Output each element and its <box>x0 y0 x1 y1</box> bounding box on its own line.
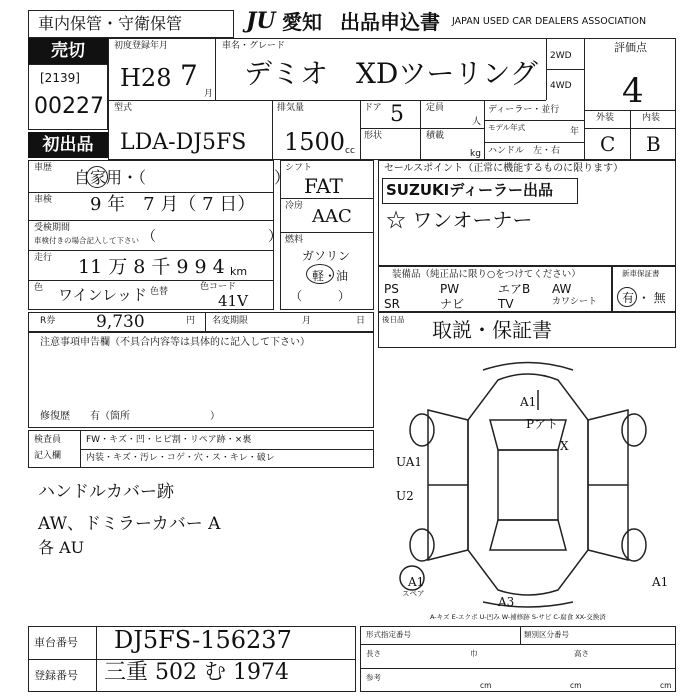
equipment-item: TV <box>498 297 514 311</box>
shape-label: 形状 <box>364 131 383 141</box>
plate-value: 三重 502 む 1974 <box>104 660 289 685</box>
model-year-unit: 年 <box>570 127 580 137</box>
model-value: LDA-DJ5FS <box>120 130 247 155</box>
diagram-mark-p-ato: Pアト <box>526 417 559 431</box>
handwritten-note-3: 各 AU <box>38 538 85 557</box>
cm-unit-2: cm <box>570 681 582 690</box>
accept-period-note: 車検付きの場合記入して下さい <box>34 236 139 245</box>
diagram-mark-u2: U2 <box>396 489 414 503</box>
car-rear-window <box>490 520 566 550</box>
diagram-mark-a1-top: A1 <box>520 395 537 409</box>
ju-logo: JU <box>246 8 276 34</box>
equipment-label: 装備品（純正品に限り○をつけてください） <box>392 269 581 280</box>
car-roof <box>498 450 558 520</box>
equipment-item: SR <box>384 297 400 311</box>
registration-month-unit: 月 <box>204 89 214 99</box>
diagram-mark-ua1: UA1 <box>396 455 423 469</box>
usage-circle <box>86 166 108 188</box>
ac-value: AAC <box>312 206 352 227</box>
recycle-label: R券 <box>40 316 56 326</box>
spare-label: スペア <box>402 589 425 598</box>
inspector-row-2: 内装・キズ・汚レ・コゲ・穴・ス・キレ・破レ <box>86 453 275 463</box>
equipment-item: PS <box>384 282 399 296</box>
mileage-label: 走行 <box>34 253 53 263</box>
org-name: 愛知 <box>282 10 322 34</box>
exterior-value: C <box>600 132 616 156</box>
inspection-value: 9 年 7 月（ 7 日） <box>90 194 256 215</box>
load-label: 積載 <box>426 131 445 141</box>
name-change-month: 月 <box>302 316 312 326</box>
form-title: 出品申込書 <box>340 10 440 34</box>
selling-point-highlight: SUZUKIディーラー出品 <box>386 181 554 199</box>
usage-label: 車歴 <box>34 163 53 173</box>
dealer-label: ディーラー・並行 <box>488 105 560 115</box>
color-code-label: 色コード <box>200 282 237 292</box>
color-value: ワインレッド <box>58 286 148 304</box>
drive-2wd: 2WD <box>550 51 572 61</box>
capacity-unit: 人 <box>472 117 482 127</box>
displacement-value: 1500 <box>284 128 346 156</box>
equipment-item: AW <box>552 282 572 296</box>
score-label: 評価点 <box>614 41 647 54</box>
cm-unit-3: cm <box>660 681 672 690</box>
handwritten-note-1: ハンドルカバー跡 <box>38 482 174 502</box>
plate-label: 登録番号 <box>34 669 78 682</box>
wheel-rear-left <box>410 529 434 561</box>
registration-month: 7 <box>180 59 198 92</box>
inspector-row-1: FW・キズ・凹・ヒビ割・リペア跡・×裏 <box>86 435 252 445</box>
equipment-item: エアB <box>498 282 531 296</box>
chassis-value: DJ5FS-156237 <box>114 626 292 654</box>
name-change-day: 日 <box>356 316 366 326</box>
color-code-value: 41V <box>218 292 248 310</box>
load-unit: kg <box>470 149 481 159</box>
repair-history: 修復歴 有（箇所 ） <box>40 411 220 422</box>
car-rear-bumper <box>483 602 573 607</box>
recycle-value: 9,730 <box>96 312 145 332</box>
accept-period-value: （ ） <box>142 229 282 245</box>
warranty-label: 新車保証書 <box>622 269 660 278</box>
warranty-circle <box>617 287 637 307</box>
sold-badge: 売切 <box>28 38 108 64</box>
shift-value: FAT <box>304 174 343 198</box>
registration-era-year: H28 <box>120 64 172 92</box>
accept-period-label: 受検期間 <box>34 223 71 233</box>
car-front-bumper <box>483 363 573 371</box>
fuel-circle <box>306 264 334 284</box>
cm-unit-1: cm <box>480 681 492 690</box>
recycle-unit: 円 <box>186 316 196 326</box>
model-year-label: モデル年式 <box>488 123 526 132</box>
length-label: 長さ <box>366 649 381 658</box>
color-change-label: 色替 <box>150 287 169 297</box>
doors-label: ドア <box>364 103 382 113</box>
name-change-label: 名変期限 <box>212 316 249 326</box>
wheel-front-right <box>622 414 646 446</box>
car-name-value: デミオ XDツーリング <box>244 57 538 90</box>
doors-value: 5 <box>390 102 404 127</box>
interior-value: B <box>646 132 661 156</box>
class-number-label: 類別区分番号 <box>524 630 569 639</box>
diagram-mark-x: X <box>560 439 569 453</box>
diagram-mark-a1-right: A1 <box>652 575 669 589</box>
handwritten-note-2: AW、ドミラーカバー A <box>38 514 221 534</box>
damage-legend: A-キズ E-エクボ U-凹み W-補修跡 S-サビ C-腐食 XX-交換済 <box>430 613 606 621</box>
equipment-item: PW <box>440 282 460 296</box>
color-label: 色 <box>34 283 44 293</box>
fuel-gasoline: ガソリン <box>302 249 351 263</box>
model-label: 型式 <box>114 103 133 113</box>
displacement-label: 排気量 <box>277 103 305 113</box>
wheel-rear-right <box>622 529 646 561</box>
equipment-item: カワシート <box>552 297 598 307</box>
shift-label: シフト <box>285 163 313 173</box>
first-listing-badge: 初出品 <box>28 132 108 158</box>
association-name: JAPAN USED CAR DEALERS ASSOCIATION <box>452 16 647 27</box>
car-name-label: 車名・グレード <box>222 41 286 51</box>
warranty-value: 有 ・ 無 <box>622 291 666 305</box>
car-diagram <box>378 350 676 612</box>
exterior-label: 外装 <box>596 113 615 123</box>
usage-value: 自家用・（ ） <box>74 168 291 187</box>
ref-label: 参考 <box>366 673 381 682</box>
form-number-label: 形式指定番号 <box>366 630 411 639</box>
ac-label: 冷房 <box>285 201 304 211</box>
storage-label: 車内保管・守衛保管 <box>38 14 183 33</box>
recycle-frame <box>28 312 374 332</box>
chassis-label: 車台番号 <box>34 636 78 649</box>
handle-label: ハンドル 左・右 <box>488 146 561 156</box>
notes-label: 注意事項申告欄（不具合内容等は具体的に記入して下さい） <box>40 337 310 348</box>
later-items-label: 後日品 <box>382 315 405 324</box>
inspector-label-1: 検査員 <box>34 435 62 445</box>
fuel-label: 燃料 <box>285 235 304 245</box>
lot-number: 00227 <box>34 94 104 119</box>
mileage-unit: km <box>230 265 248 278</box>
lot-code: [2139] <box>40 71 80 85</box>
wheel-front-left <box>410 414 434 446</box>
inspection-label: 車検 <box>34 195 53 205</box>
width-label: 巾 <box>470 649 478 658</box>
diagram-mark-a1-left: A1 <box>408 575 425 589</box>
displacement-unit: cc <box>345 146 355 156</box>
inspector-label-2: 記入欄 <box>34 451 62 461</box>
equipment-item: ナビ <box>440 297 465 311</box>
later-items-value: 取説・保証書 <box>432 318 552 342</box>
selling-point-note: ☆ ワンオーナー <box>386 208 533 232</box>
selling-point-label: セールスポイント（正常に機能するものに限ります） <box>384 163 624 174</box>
fuel-light: 軽・油 <box>312 269 349 283</box>
registration-label: 初度登録年月 <box>114 41 169 51</box>
capacity-label: 定員 <box>426 103 445 113</box>
mileage-value: 11 万 8 千 9 9 4 <box>78 256 225 278</box>
score-value: 4 <box>622 71 644 111</box>
drive-4wd: 4WD <box>550 81 572 91</box>
height-label: 高さ <box>574 649 589 658</box>
fuel-paren: （ ） <box>290 289 351 303</box>
diagram-mark-a3: A3 <box>498 595 515 609</box>
interior-label: 内装 <box>642 113 661 123</box>
